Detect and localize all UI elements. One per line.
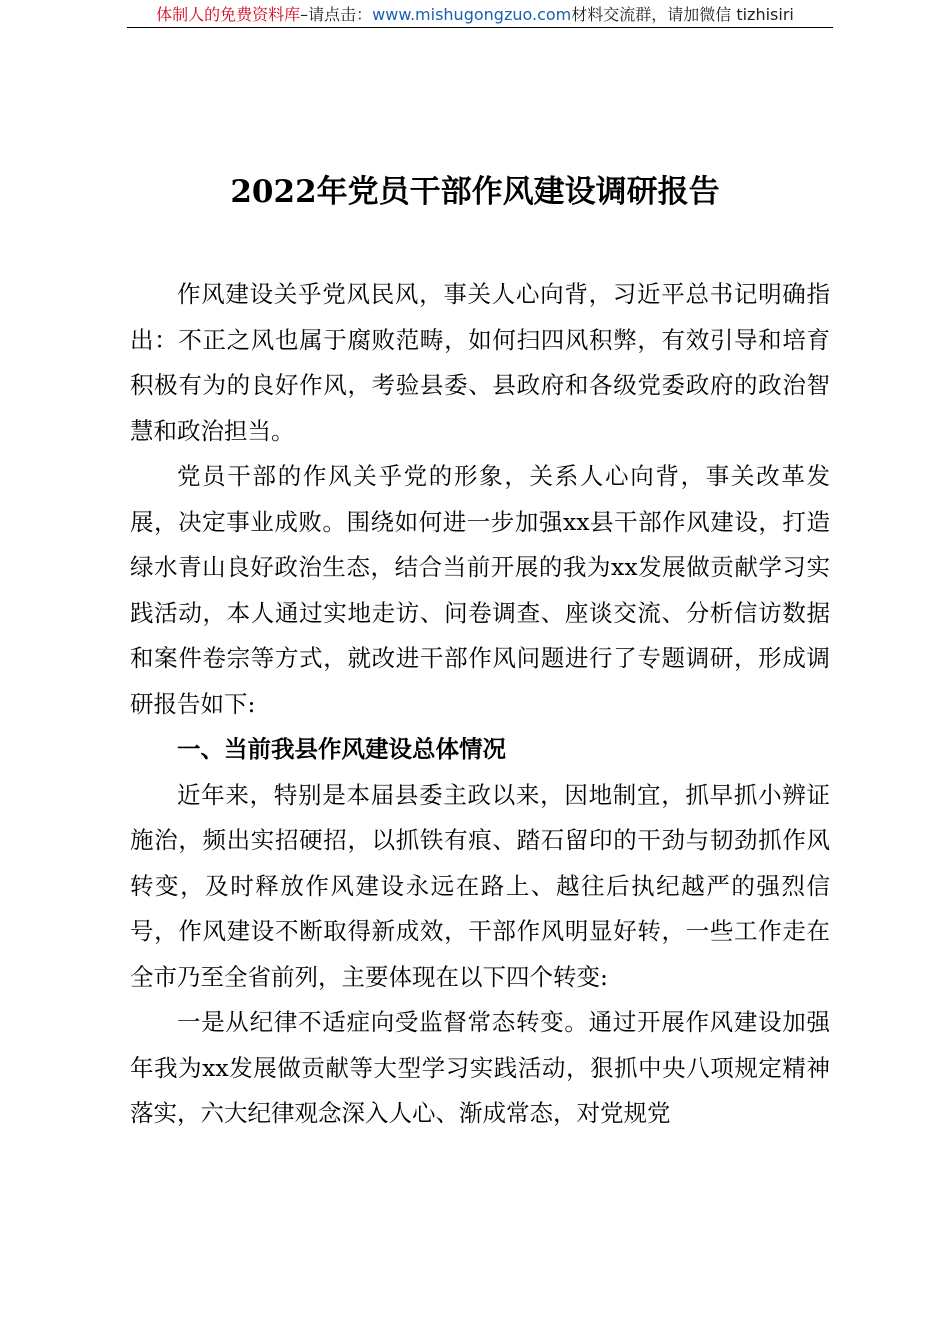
document-title: 2022年党员干部作风建设调研报告 xyxy=(230,174,720,210)
intro-paragraph-2: 党员干部的作风关乎党的形象，关系人心向背，事关改革发展，决定事业成败。围绕如何进一步加强xx县干部作风建设，打造绿水青山良好政治生态，结合当前开展的我为xx发展做贡献学习实践活动，本人通过实地走访、问卷调查、座谈交流、分析信访数据和案件卷宗等方式，就改进干部作风问题进行了专题调研，形成调研报告如下: xyxy=(130,462,830,718)
section-1-heading: 一、当前我县作风建设总体情况 xyxy=(177,735,506,763)
section-1-paragraph-1: 近年来，特别是本届县委主政以来，因地制宜，抓早抓小辨证施治，频出实招硬招，以抓铁有痕、踏石留印的干劲与韧劲抓作风转变，及时释放作风建设永远在路上、越往后执纪越严的强烈信号，作风建设不断取得新成效，干部作风明显好转，一些工作走在全市乃至全省前列，主要体现在以下四个转变: xyxy=(130,780,830,991)
header-url-link[interactable]: www.mishugongzuo.com xyxy=(372,5,572,24)
header-banner xyxy=(0,2,950,28)
header-divider xyxy=(127,27,833,28)
intro-paragraph-1: 作风建设关乎党风民风，事关人心向背，习近平总书记明确指出：不正之风也属于腐败范畴，如何扫四风积弊，有效引导和培育积极有为的良好作风，考验县委、县政府和各级党委政府的政治智慧和政治担当。 xyxy=(130,280,830,445)
header-prompt: –请点击： xyxy=(300,5,373,24)
section-1-paragraph-2: 一是从纪律不适症向受监督常态转变。通过开展作风建设加强年我为xx发展做贡献等大型学习实践活动，狠抓中央八项规定精神落实，六大纪律观念深入人心、渐成常态，对党规党 xyxy=(130,1008,830,1127)
document-body xyxy=(130,272,830,1137)
header-contact: 材料交流群，请加微信 tizhisiri xyxy=(571,5,794,24)
header-brand[interactable]: 体制人的免费资料库 xyxy=(156,5,301,24)
